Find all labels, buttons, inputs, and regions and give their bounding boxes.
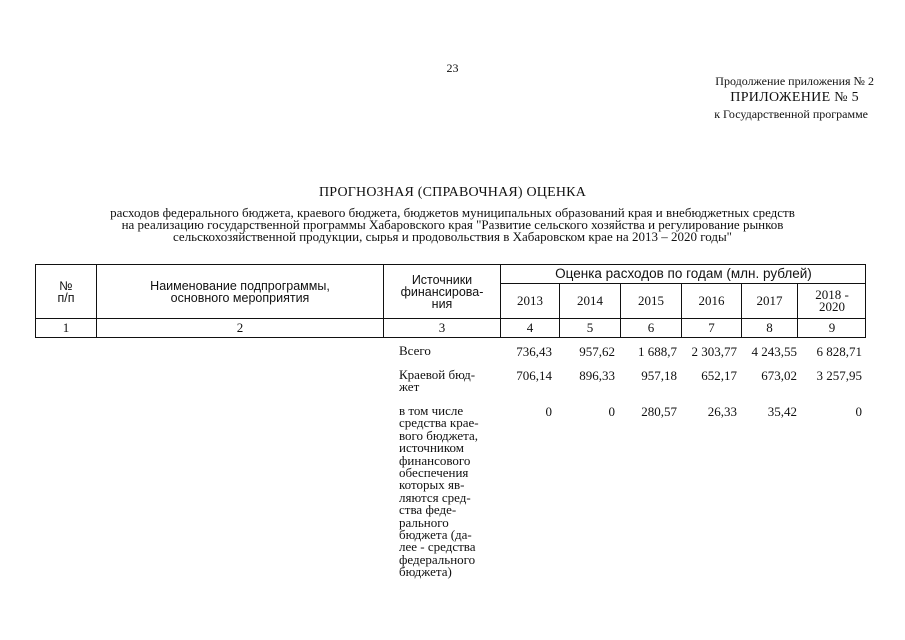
row-total-value-2014: 957,62	[579, 344, 615, 359]
header-col-name	[97, 265, 383, 318]
row-federal-funds-source-line: финансового	[399, 452, 471, 468]
header-col-no-line-2: п/п	[57, 290, 75, 305]
row-total-value-2018-2020: 6 828,71	[816, 344, 862, 359]
column-number: 4	[526, 320, 534, 335]
appendix-title: ПРИЛОЖЕНИЕ № 5	[730, 90, 859, 105]
subtitle-line-3: сельскохозяйственной продукции, сырья и продовольствия в Хабаровском крае на 2013 – 2020 годы"	[173, 229, 732, 244]
header-col-no-line-1: №	[59, 278, 73, 293]
row-regional-source-line-1: Краевой бюд-	[399, 367, 476, 382]
row-federal-funds-source-line: в том числе	[399, 403, 464, 418]
row-federal-funds-source-line: ляются сред-	[399, 489, 471, 505]
header-col-source-line-2: финансирова-	[400, 284, 484, 299]
row-federal-funds-value-2016: 26,33	[707, 404, 737, 419]
header-col-source	[384, 265, 500, 318]
column-number: 7	[708, 320, 715, 335]
row-regional-value-2013: 706,14	[516, 368, 552, 383]
header-year-2018-2020	[798, 284, 866, 318]
header-year-2018-2020-line-1: 2018 -	[815, 287, 849, 302]
header-col-source-line-1: Источники	[411, 272, 473, 287]
header-col-no	[36, 265, 96, 318]
column-number: 6	[647, 320, 655, 335]
row-federal-funds-source-line: которых яв-	[399, 477, 465, 493]
row-total-value-2016: 2 303,77	[691, 344, 737, 359]
document-title: ПРОГНОЗНАЯ (СПРАВОЧНАЯ) ОЦЕНКА	[318, 185, 587, 200]
row-federal-funds-source-line: лее - средства	[399, 539, 476, 555]
header-year-2015: 2015	[638, 293, 664, 308]
row-federal-funds-value-2015: 280,57	[641, 404, 677, 419]
row-regional-value-2018-2020: 3 257,95	[816, 368, 862, 383]
row-total-source-line: Всего	[399, 343, 431, 358]
row-regional-value-2016: 652,17	[701, 368, 737, 383]
header-year-2016: 2016	[698, 293, 725, 308]
column-number: 3	[438, 320, 446, 335]
row-federal-funds-source-line: рального	[399, 514, 449, 530]
row-total-value-2017: 4 243,55	[751, 344, 797, 359]
row-federal-funds-source-line: бюджета)	[399, 564, 452, 580]
document-subtitle	[40, 207, 865, 243]
row-federal-funds-value-2017: 35,42	[767, 404, 797, 419]
continuation-note: Продолжение приложения № 2	[715, 74, 874, 88]
header-year-2017: 2017	[756, 293, 783, 308]
row-federal-funds-source-line: обеспечения	[399, 465, 469, 481]
row-total-value-2013: 736,43	[516, 344, 552, 359]
row-federal-funds-source-line: средства крае-	[399, 415, 479, 431]
header-col-name-line-1: Наименование подпрограммы,	[150, 278, 330, 293]
appendix-subtitle: к Государственной программе	[714, 107, 868, 121]
column-number: 9	[828, 320, 836, 335]
row-federal-funds-source-line: вого бюджета,	[399, 427, 479, 443]
row-federal-funds-value-2013: 0	[545, 404, 552, 419]
header-year-2018-2020-line-2: 2020	[819, 299, 845, 314]
row-federal-funds-source-line: ства феде-	[399, 502, 457, 518]
header-year-2014: 2014	[577, 293, 603, 308]
column-number: 1	[62, 320, 70, 335]
row-federal-funds-source-line: бюджета (да-	[399, 527, 472, 543]
row-regional-source	[399, 369, 499, 394]
row-federal-funds-value-2018-2020: 0	[855, 404, 862, 419]
row-federal-funds-value-2014: 0	[608, 404, 615, 419]
column-number: 5	[586, 320, 594, 335]
row-regional-value-2017: 673,02	[761, 368, 797, 383]
row-total-value-2015: 1 688,7	[638, 344, 677, 359]
row-federal-funds-source-line: федерального	[399, 551, 476, 567]
row-regional-value-2014: 896,33	[579, 368, 615, 383]
page-number: 23	[446, 61, 459, 75]
row-federal-funds-source	[399, 405, 499, 579]
row-regional-value-2015: 957,18	[641, 368, 677, 383]
subtitle-line-2: на реализацию государственной программы Хабаровского края "Развитие сельского хозяйства и регулирование рынков	[121, 217, 784, 232]
header-col-name-line-2: основного мероприятия	[170, 290, 310, 305]
row-regional-source-line-2: жет	[399, 379, 420, 395]
row-total-source	[399, 345, 499, 357]
header-col-source-line-3: ния	[431, 296, 453, 311]
column-number: 8	[766, 320, 773, 335]
row-federal-funds-source-line: источником	[399, 440, 464, 456]
header-estimate-group: Оценка расходов по годам (млн. рублей)	[555, 266, 812, 281]
column-number: 2	[236, 320, 244, 335]
subtitle-line-1: расходов федерального бюджета, краевого бюджета, бюджетов муниципальных образований края и внебюджетных средств	[110, 205, 795, 220]
header-year-2013: 2013	[517, 293, 543, 308]
